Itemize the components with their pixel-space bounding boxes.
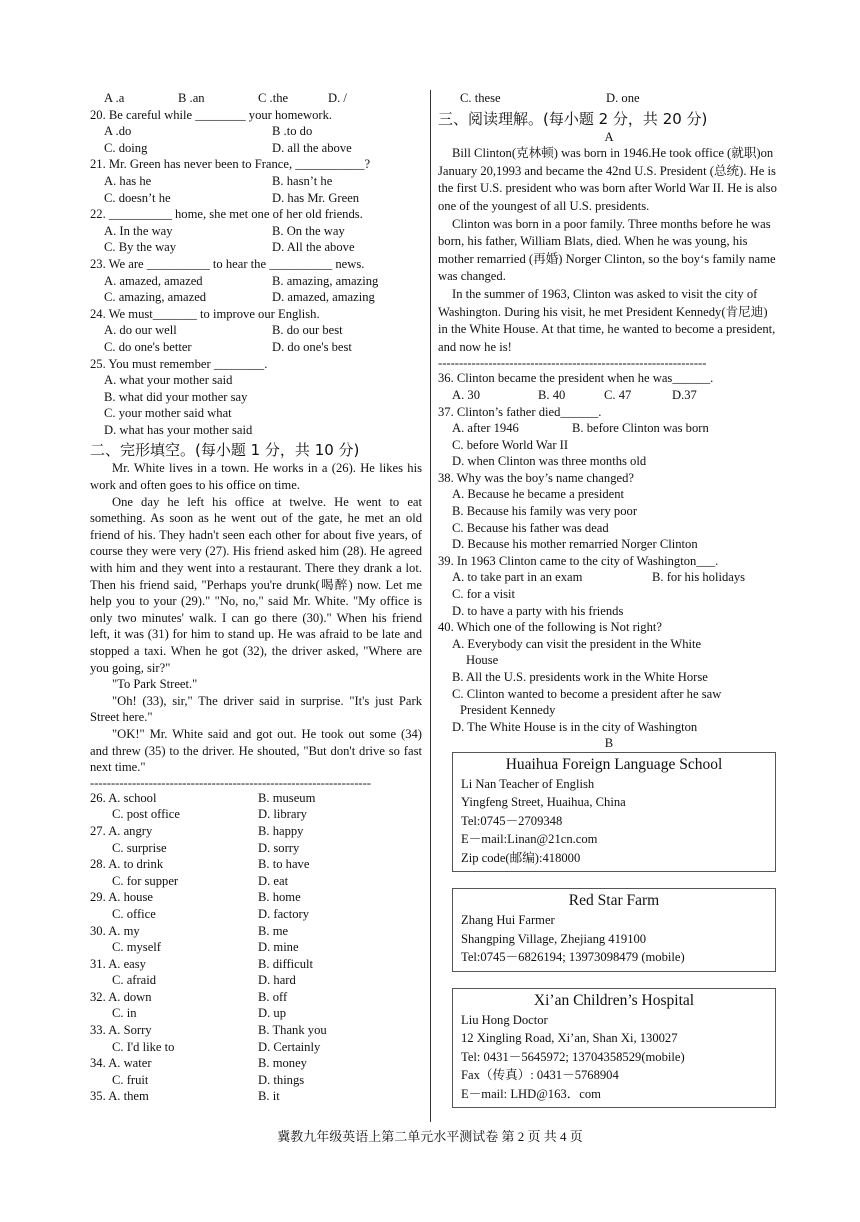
question-text: 23. We are __________ to hear the __________ news. (90, 256, 365, 271)
paragraph: "To Park Street." (112, 677, 198, 692)
paragraph: Clinton was born in a poor family. Three months before he was born, his father, William Blats, died. When he was young, his mother remarried (再婚) Norger Clinton, so the boy‘s family name was changed. (438, 216, 776, 284)
option: C. before World War II (452, 437, 569, 452)
option: B. money (258, 1056, 307, 1071)
paragraph: One day he left his office at twelve. He went to eat something. As soon as he went out of the gate, he met an old friend of his. They hadn't seen each other for about five years, of course they were very (27). His friend asked him (28). He agreed with him and they went into a restaurant. There they drank a lot. Then his friend said, "Perhaps you're drunk(喝醉) now. Let me help you to your (29)." "No, no," said Mr. White. "My office is only two minutes' walk. I can go there (30)." When his friend left, it was (31) for him to stand up. He was afraid to be late and stopped a taxi. When he got (32), the driver asked, "Where are you going, sir?" (90, 494, 422, 675)
option: 27. A. angry (90, 823, 153, 838)
option: C. myself (112, 940, 161, 955)
option: B .an (178, 91, 205, 105)
option: C. amazing, amazed (104, 290, 207, 305)
option: C. for a visit (452, 587, 515, 602)
option: D. factory (258, 906, 310, 921)
section-3-title: 三、阅读理解。(每小题 2 分，共 20 分) (438, 109, 708, 128)
option: D. Certainly (258, 1039, 321, 1054)
paragraph: Bill Clinton(克林顿) was born in 1946.He took office (就职)on January 20,1993 and became the 42nd U.S. President (总统). He is the first U.S. president who was born after World War II. He is also one of the youngest of all U.S. presidents. (438, 146, 777, 213)
option: B. what did your mother say (104, 389, 248, 404)
question-text: 40. Which one of the following is Not right? (438, 620, 662, 635)
card-line: Shangping Village, Zhejiang 419100 (461, 931, 647, 946)
option: B. On the way (272, 223, 345, 238)
business-card-school (452, 752, 776, 873)
option: D. All the above (272, 240, 355, 255)
option: D. when Clinton was three months old (452, 454, 647, 469)
card-title: Huaihua Foreign Language School (505, 755, 723, 773)
separator-line: ------------------------------------------------------------------- (90, 775, 371, 790)
option: A. 30 (452, 387, 480, 402)
option: B. 40 (538, 387, 566, 402)
option: D. eat (258, 873, 289, 888)
option: C. your mother said what (104, 406, 232, 421)
option: D. library (258, 807, 307, 822)
question-text: 25. You must remember ________. (90, 356, 268, 371)
option: C. post office (112, 807, 180, 822)
option: C. I'd like to (112, 1039, 175, 1054)
question-37 (438, 404, 780, 470)
card-line: E－mail: LHD@163．com (461, 1086, 601, 1101)
option: A. after 1946 (452, 421, 519, 436)
question-text: 24. We must_______ to improve our English. (90, 306, 320, 321)
option: B. home (258, 890, 301, 905)
question-text: 39. In 1963 Clinton came to the city of Washington___. (438, 553, 719, 568)
question-text: 38. Why was the boy’s name changed? (438, 470, 634, 485)
option: A .do (104, 124, 132, 139)
option: C. doesn’t he (104, 190, 171, 205)
option: C. Clinton wanted to become a president after he saw (452, 686, 722, 701)
cloze-passage (90, 460, 422, 775)
option: A. to take part in an exam (452, 570, 583, 585)
right-column (438, 90, 780, 1108)
option: B. Because his family was very poor (452, 504, 638, 519)
option: D. what has your mother said (104, 422, 253, 437)
question-25 (90, 356, 422, 439)
option: D. has Mr. Green (272, 190, 360, 205)
left-column (90, 90, 422, 1105)
option: A. Everybody can visit the president in the White (452, 636, 702, 651)
card-line: Zip code(邮编):418000 (461, 850, 581, 865)
paragraph: Mr. White lives in a town. He works in a (26). He likes his work and often goes to his office on time. (90, 461, 422, 493)
option: C. 47 (604, 387, 632, 402)
option: B. Thank you (258, 1023, 327, 1038)
passage-a-label: A (604, 129, 614, 144)
option: B. for his holidays (652, 570, 746, 585)
option-continued: President Kennedy (460, 703, 556, 718)
page-footer: 冀教九年级英语上第二单元水平测试卷 第 2 页 共 4 页 (277, 1129, 583, 1144)
option: D. do one's best (272, 339, 352, 354)
question-38 (438, 470, 780, 553)
option: D.37 (672, 387, 697, 402)
option: B. off (258, 989, 288, 1004)
option: C. for supper (112, 873, 179, 888)
card-line: Fax（传真）: 0431－5768904 (461, 1068, 619, 1083)
card-title: Red Star Farm (568, 892, 660, 910)
card-line: Tel: 0431－5645972; 13704358529(mobile) (461, 1049, 685, 1064)
question-39 (438, 553, 780, 619)
option: C. afraid (112, 973, 157, 988)
option: 26. A. school (90, 790, 157, 805)
option: D. mine (258, 940, 299, 955)
option: D. amazed, amazing (272, 290, 375, 305)
card-line: Zhang Hui Farmer (461, 913, 555, 928)
option: B. amazing, amazing (272, 273, 379, 288)
separator-line: ---------------------------------------------------------------- (438, 356, 707, 371)
option: C. in (112, 1006, 137, 1021)
options-row (438, 387, 780, 404)
option: B. do our best (272, 323, 343, 338)
option: C. fruit (112, 1072, 149, 1087)
paragraph: In the summer of 1963, Clinton was asked to visit the city of Washington. During his visit, he met President Kennedy(肯尼迪) in the White House. At that time, he wanted to become a president, and now he is! (438, 286, 776, 354)
option: A .a (104, 91, 125, 105)
card-line: Tel:0745－2709348 (461, 813, 563, 828)
card-line: 12 Xingling Road, Xi’an, Shan Xi, 130027 (461, 1031, 678, 1046)
option: C. Because his father was dead (452, 520, 609, 535)
option: C. doing (104, 140, 148, 155)
paragraph: "Oh! (33), sir," The driver said in surprise. "It's just Park Street here." (90, 693, 422, 725)
option: C. these (460, 91, 501, 105)
card-line: Tel:0745－6826194; 13973098479 (mobile) (461, 950, 685, 965)
option-continued: House (466, 653, 499, 668)
option: B. All the U.S. presidents work in the White Horse (452, 670, 708, 684)
option: C. surprise (112, 840, 167, 855)
card-title: Xi’an Children’s Hospital (533, 991, 695, 1009)
option: C. By the way (104, 240, 177, 255)
option: B. happy (258, 823, 304, 838)
q19-options (90, 90, 422, 107)
card-line: Li Nan Teacher of English (461, 776, 595, 791)
question-20 (90, 107, 422, 157)
option: 30. A. my (90, 923, 140, 938)
option: B. it (258, 1089, 280, 1104)
passage-a (438, 145, 780, 356)
option: 33. A. Sorry (90, 1023, 152, 1038)
option: 28. A. to drink (90, 857, 164, 872)
option: A. what your mother said (104, 373, 233, 388)
option: 31. A. easy (90, 956, 146, 971)
option: A. has he (104, 173, 152, 188)
option: D. to have a party with his friends (452, 603, 624, 618)
option: 32. A. down (90, 989, 152, 1004)
option: D. hard (258, 973, 296, 988)
option: A. In the way (104, 223, 173, 238)
question-40 (438, 619, 780, 735)
option: D. Because his mother remarried Norger Clinton (452, 537, 698, 552)
option: D. all the above (272, 140, 352, 155)
option: B. me (258, 923, 289, 938)
option: B. hasn’t he (272, 173, 333, 188)
option: C. office (112, 906, 156, 921)
business-card-hospital (452, 988, 776, 1109)
option: B. museum (258, 790, 316, 805)
question-text: 37. Clinton’s father died______. (438, 404, 602, 419)
passage-b-label: B (604, 736, 614, 751)
option: D. up (258, 1006, 286, 1021)
question-21 (90, 156, 422, 206)
option: B. before Clinton was born (572, 421, 709, 436)
option: D. / (328, 91, 347, 105)
question-22 (90, 206, 422, 256)
section-2-title: 二、完形填空。(每小题 1 分，共 10 分) (90, 441, 360, 460)
question-text: 21. Mr. Green has never been to France, ___________? (90, 157, 371, 172)
option: 35. A. them (90, 1089, 149, 1104)
question-text: 36. Clinton became the president when he was______. (438, 371, 714, 386)
option: D. The White House is in the city of Washington (452, 719, 698, 734)
option: D. one (606, 91, 640, 105)
option: A. do our well (104, 323, 177, 338)
option: 34. A. water (90, 1056, 152, 1071)
question-36 (438, 370, 780, 403)
question-23 (90, 256, 422, 306)
option: B. difficult (258, 956, 314, 971)
option: D. things (258, 1072, 305, 1087)
option: B .to do (272, 124, 313, 139)
paragraph: "OK!" Mr. White said and got out. He took out some (34) and threw (35) to the driver. He shouted, "But don't drive so fast next time." (90, 726, 422, 775)
card-line: Yingfeng Street, Huaihua, China (461, 795, 626, 810)
q35-rest-options (438, 90, 780, 107)
option: C .the (258, 91, 289, 105)
card-line: E－mail:Linan@21cn.com (461, 832, 598, 847)
option: C. do one's better (104, 339, 192, 354)
cloze-options (90, 790, 422, 1105)
option: 29. A. house (90, 890, 153, 905)
card-line: Liu Hong Doctor (461, 1012, 548, 1027)
business-card-farm (452, 888, 776, 972)
question-text: 22. __________ home, she met one of her old friends. (90, 207, 363, 222)
option: A. amazed, amazed (104, 273, 203, 288)
question-text: 20. Be careful while ________ your homework. (90, 107, 333, 122)
option: D. sorry (258, 840, 300, 855)
option: A. Because he became a president (452, 487, 625, 502)
option: B. to have (258, 857, 310, 872)
question-24 (90, 306, 422, 356)
